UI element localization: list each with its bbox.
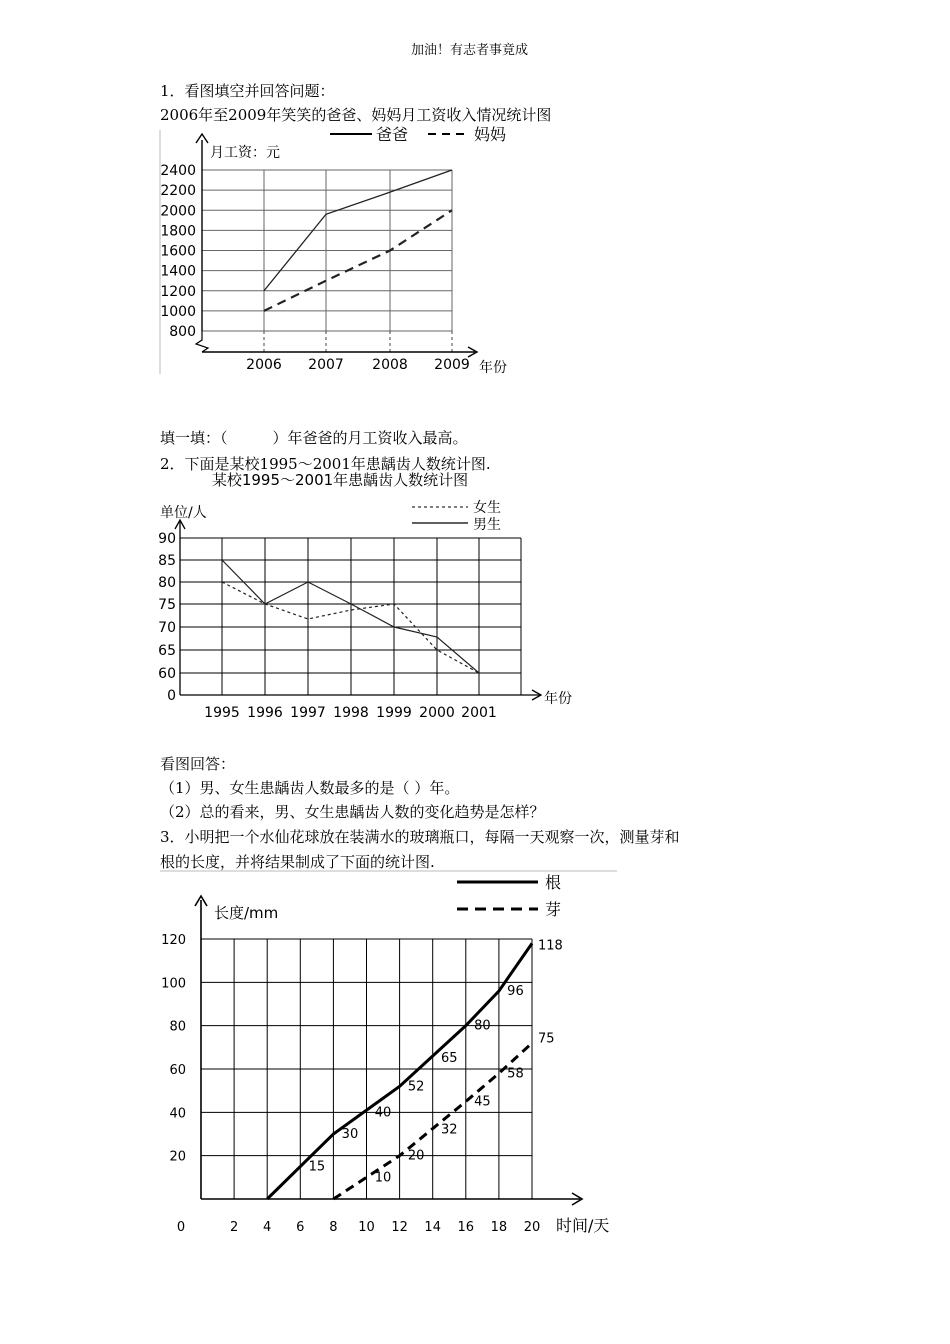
y-tick-label: 2200 [160, 183, 196, 200]
y-tick-label: 1200 [160, 283, 196, 300]
y-tick-label: 20 [169, 1149, 186, 1165]
y-tick-label: 2000 [160, 203, 196, 220]
y-tick-label: 60 [169, 1063, 186, 1078]
x-tick-label: 2001 [461, 705, 497, 721]
y-tick-label: 120 [161, 933, 186, 948]
data-label: 80 [474, 1018, 491, 1034]
page-header: 加油！有志者事竟成 [411, 43, 529, 58]
x-axis-label: 年份 [479, 360, 507, 376]
data-label: 45 [474, 1094, 491, 1110]
y-tick-label: 1000 [160, 303, 196, 320]
x-tick-label: 0 [176, 1220, 186, 1235]
x-tick-label: 20 [523, 1220, 541, 1235]
y-tick-label: 100 [161, 976, 186, 992]
y-tick-label: 0 [167, 688, 176, 704]
x-tick-label: 2 [229, 1220, 239, 1235]
data-label: 52 [407, 1079, 425, 1095]
y-tick-label: 80 [158, 575, 176, 591]
x-tick-label: 10 [358, 1220, 375, 1235]
y-axis-label: 单位/人 [160, 505, 207, 521]
x-tick-label: 2009 [434, 357, 470, 373]
x-axis-label: 年份 [544, 691, 572, 707]
x-tick-label: 16 [457, 1220, 475, 1235]
y-tick-label: 80 [169, 1019, 186, 1035]
data-label: 10 [374, 1170, 392, 1186]
y-tick-label: 85 [158, 553, 176, 569]
y-tick-label: 2400 [160, 163, 196, 179]
x-tick-label: 12 [391, 1220, 408, 1235]
x-tick-label: 1995 [204, 705, 240, 721]
y-tick-label: 800 [169, 324, 196, 340]
q2-answer-intro: 看图回答： [160, 755, 236, 773]
data-label: 32 [440, 1122, 458, 1138]
x-tick-label: 2007 [308, 357, 344, 373]
x-tick-label: 2008 [372, 357, 408, 373]
x-axis-label: 时间/天 [556, 1216, 610, 1235]
y-axis-label: 月工资：元 [210, 145, 280, 161]
q2-title: 2．下面是某校1995～2001年患龋齿人数统计图. [160, 455, 491, 473]
y-tick-label: 70 [158, 620, 176, 636]
y-tick-label: 1400 [160, 263, 196, 280]
q2-sub1: （1）男、女生患龋齿人数最多的是（ ）年。 [160, 779, 460, 797]
data-label: 30 [341, 1127, 359, 1142]
legend-label-mother: 妈妈 [474, 125, 507, 144]
data-label: 65 [440, 1051, 458, 1067]
x-tick-label: 1997 [290, 705, 326, 721]
data-label: 75 [538, 1031, 555, 1047]
x-tick-label: 14 [424, 1220, 441, 1235]
x-tick-label: 1996 [247, 705, 283, 721]
x-tick-label: 1999 [376, 705, 412, 721]
q3-line2: 根的长度，并将结果制成了下面的统计图. [160, 853, 435, 871]
y-tick-label: 90 [158, 531, 176, 547]
x-tick-label: 2000 [419, 705, 455, 721]
legend-label-boys: 男生 [473, 517, 501, 533]
legend-label-sprout: 芽 [545, 900, 562, 919]
q2-sub2: （2）总的看来，男、女生患龋齿人数的变化趋势是怎样？ [160, 803, 545, 821]
legend-label-father: 爸爸 [376, 125, 409, 144]
y-tick-label: 40 [169, 1106, 186, 1122]
x-tick-label: 8 [329, 1220, 338, 1235]
y-tick-label: 1800 [160, 223, 196, 240]
x-tick-label: 1998 [333, 705, 369, 721]
legend-label-root: 根 [545, 873, 562, 892]
data-label: 58 [507, 1066, 524, 1082]
y-tick-label: 1600 [160, 243, 196, 260]
data-label: 96 [507, 984, 524, 999]
legend-label-girls: 女生 [473, 500, 501, 516]
data-label: 20 [407, 1148, 425, 1164]
x-tick-label: 6 [296, 1220, 305, 1235]
y-axis-label: 长度/mm [214, 904, 279, 922]
chart-title: 某校1995～2001年患龋齿人数统计图 [211, 471, 469, 489]
q3-line1: 3．小明把一个水仙花球放在装满水的玻璃瓶口，每隔一天观察一次，测量芽和 [160, 828, 680, 846]
q1-title: 1．看图填空并回答问题： [160, 82, 335, 100]
data-label: 118 [538, 938, 563, 954]
y-tick-label: 65 [158, 643, 176, 659]
x-tick-label: 4 [263, 1220, 272, 1235]
data-label: 15 [308, 1159, 326, 1175]
data-label: 40 [374, 1105, 392, 1121]
x-tick-label: 2006 [246, 357, 282, 373]
q1-fill-blank: 填一填：（ ）年爸爸的月工资收入最高。 [160, 429, 468, 447]
q1-chart-caption: 2006年至2009年笑笑的爸爸、妈妈月工资收入情况统计图 [160, 106, 552, 124]
y-tick-label: 75 [158, 597, 176, 613]
y-tick-label: 60 [158, 666, 176, 682]
x-tick-label: 18 [490, 1220, 508, 1235]
